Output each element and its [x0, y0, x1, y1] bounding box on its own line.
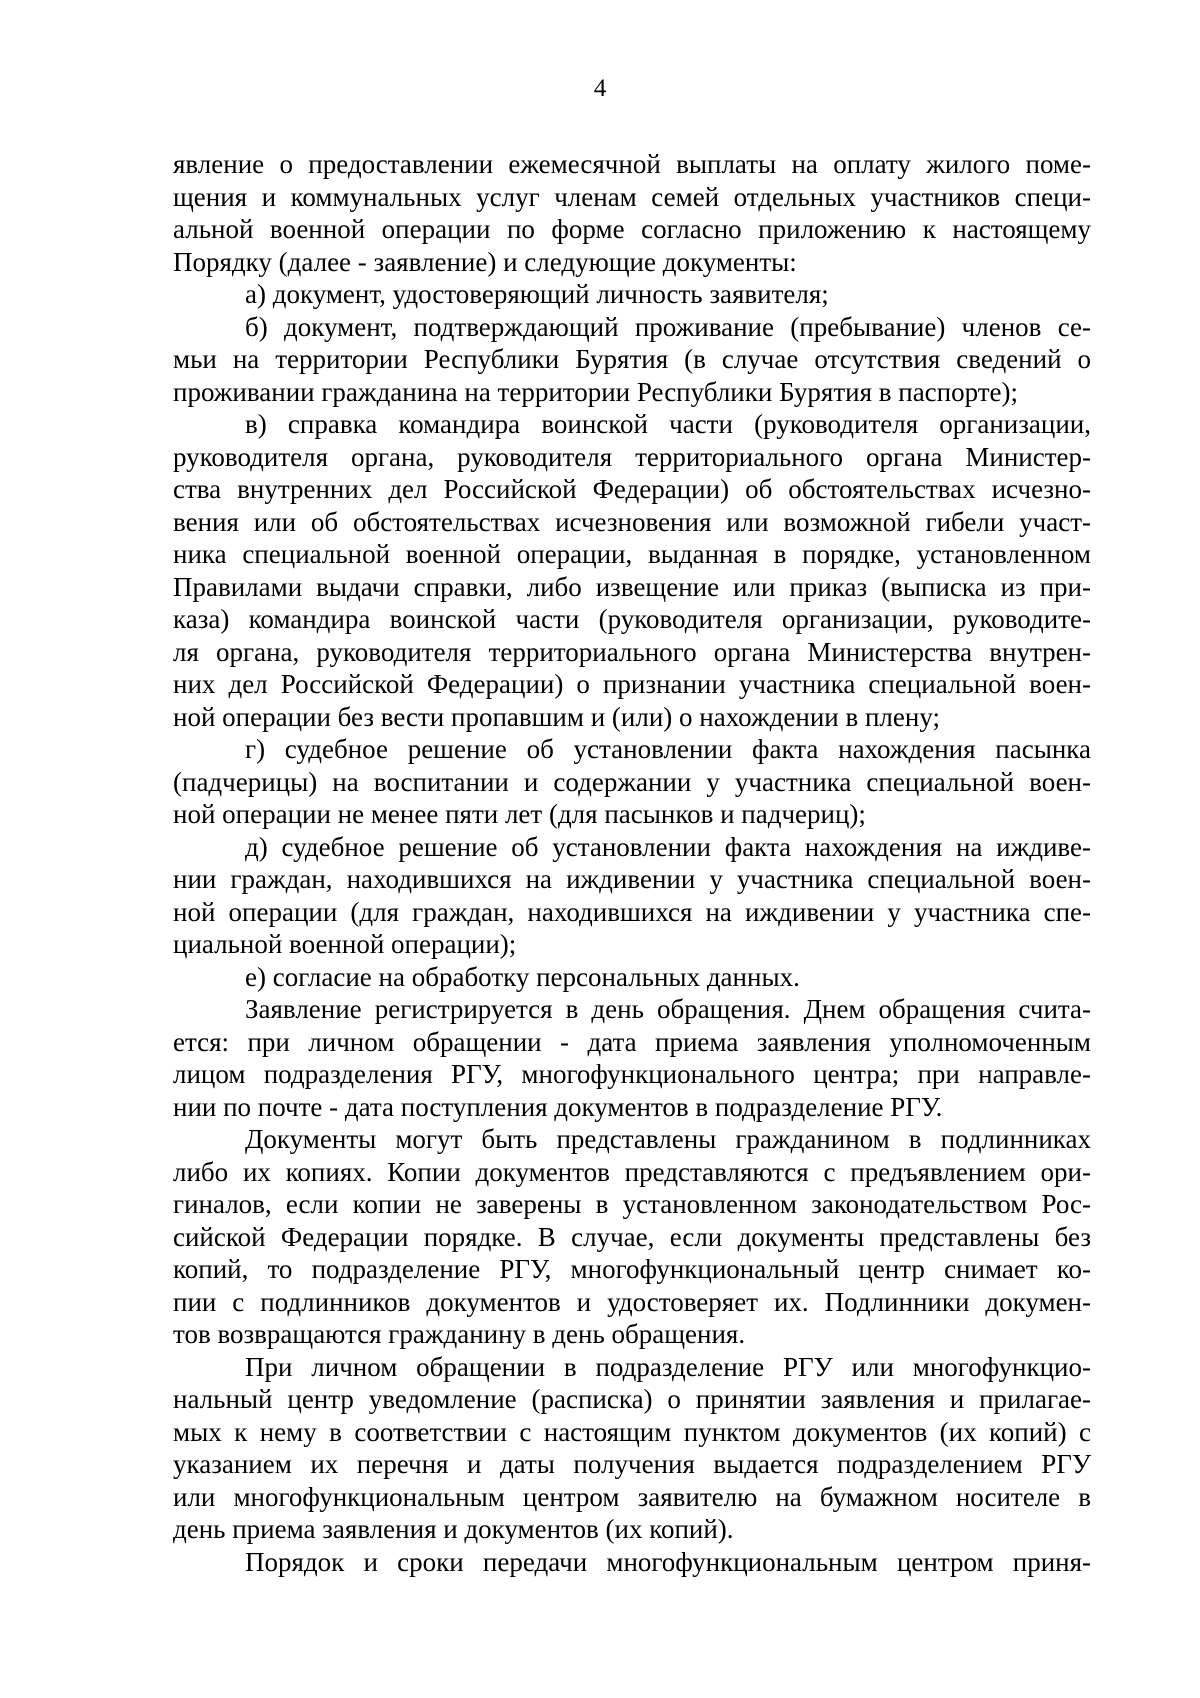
text-line: вения или об обстоятельствах исчезновения или возможной гибели участ- — [173, 506, 1091, 537]
text-line: пии с подлинников документов и удостоверяет их. Подлинники докумен- — [173, 1286, 1091, 1317]
text-line: мьи на территории Республики Бурятия (в случае отсутствия сведений о — [173, 344, 1091, 374]
text-line: гиналов, если копии не заверены в установленном законодательством Рос- — [173, 1189, 1091, 1219]
text-line: ется: при личном обращении - дата приема заявления уполномоченным — [173, 1026, 1091, 1057]
text-line: день приема заявления и документов (их копий). — [173, 1514, 734, 1544]
text-line: ной операции без вести пропавшим и (или) о нахождении в плену; — [173, 701, 940, 732]
text-line: г) судебное решение об установлении факта нахождения пасынка — [245, 734, 1091, 764]
text-line: ства внутренних дел Российской Федерации) об обстоятельствах исчезно- — [173, 474, 1091, 504]
text-line: альной военной операции по форме согласно приложению к настоящему — [173, 214, 1091, 244]
text-line: явление о предоставлении ежемесячной выплаты на оплату жилого поме- — [173, 149, 1091, 179]
text-line: циальной военной операции); — [173, 929, 517, 959]
text-line: в) справка командира воинской части (руководителя организации, — [245, 409, 1091, 439]
text-line: мых к нему в соответствии с настоящим пунктом документов (их копий) с — [173, 1416, 1091, 1447]
text-line: Документы могут быть представлены гражданином в подлинниках — [245, 1124, 1091, 1154]
text-line: щения и коммунальных услуг членам семей отдельных участников специ- — [173, 181, 1091, 212]
text-line: Порядок и сроки передачи многофункциональным центром приня- — [245, 1546, 1091, 1577]
text-line: нии граждан, находившихся на иждивении у участника специальной воен- — [173, 864, 1091, 894]
text-line: или многофункциональным центром заявителю на бумажном носителе в — [173, 1481, 1091, 1512]
text-line: нальный центр уведомление (расписка) о принятии заявления и прилагае- — [173, 1384, 1091, 1414]
text-line: тов возвращаются гражданину в день обращения. — [173, 1319, 746, 1349]
text-line: лицом подразделения РГУ, многофункционального центра; при направле- — [173, 1059, 1091, 1089]
text-line: проживании гражданина на территории Республики Бурятия в паспорте); — [173, 376, 1019, 407]
text-line: а) документ, удостоверяющий личность заявителя; — [245, 279, 829, 309]
text-line: Заявление регистрируется в день обращения. Днем обращения счита- — [245, 994, 1091, 1024]
text-line: либо их копиях. Копии документов представляются с предъявлением ори- — [173, 1156, 1091, 1187]
text-line: каза) командира воинской части (руководителя организации, руководите- — [173, 604, 1091, 634]
text-line: При личном обращении в подразделение РГУ или многофункцио- — [245, 1351, 1091, 1382]
text-line: Правилами выдачи справки, либо извещение или приказ (выписка из при- — [173, 571, 1091, 602]
text-line: е) согласие на обработку персональных данных. — [245, 961, 800, 992]
text-line: нии по почте - дата поступления документов в подразделение РГУ. — [173, 1091, 943, 1122]
text-line: них дел Российской Федерации) о признании участника специальной воен- — [173, 669, 1091, 699]
text-line: (падчерицы) на воспитании и содержании у участника специальной воен- — [173, 766, 1091, 797]
document-body — [173, 148, 1091, 1578]
text-line: ной операции не менее пяти лет (для пасынков и падчериц); — [173, 799, 866, 829]
text-line: Порядку (далее - заявление) и следующие документы: — [173, 246, 797, 277]
text-line: ной операции (для граждан, находившихся на иждивении у участника спе- — [173, 896, 1091, 927]
text-line: д) судебное решение об установлении факта нахождения на иждиве- — [245, 831, 1091, 862]
text-line: руководителя органа, руководителя территориального органа Министер- — [173, 441, 1091, 472]
text-line: б) документ, подтверждающий проживание (пребывание) членов се- — [245, 311, 1091, 342]
text-line: ля органа, руководителя территориального органа Министерства внутрен- — [173, 636, 1091, 667]
text-line: сийской Федерации порядке. В случае, если документы представлены без — [173, 1221, 1091, 1252]
text-line: ника специальной военной операции, выданная в порядке, установленном — [173, 539, 1091, 569]
text-line: копий, то подразделение РГУ, многофункциональный центр снимает ко- — [173, 1254, 1091, 1284]
page-number: 4 — [593, 75, 607, 102]
text-line: указанием их перечня и даты получения выдается подразделением РГУ — [173, 1449, 1091, 1479]
